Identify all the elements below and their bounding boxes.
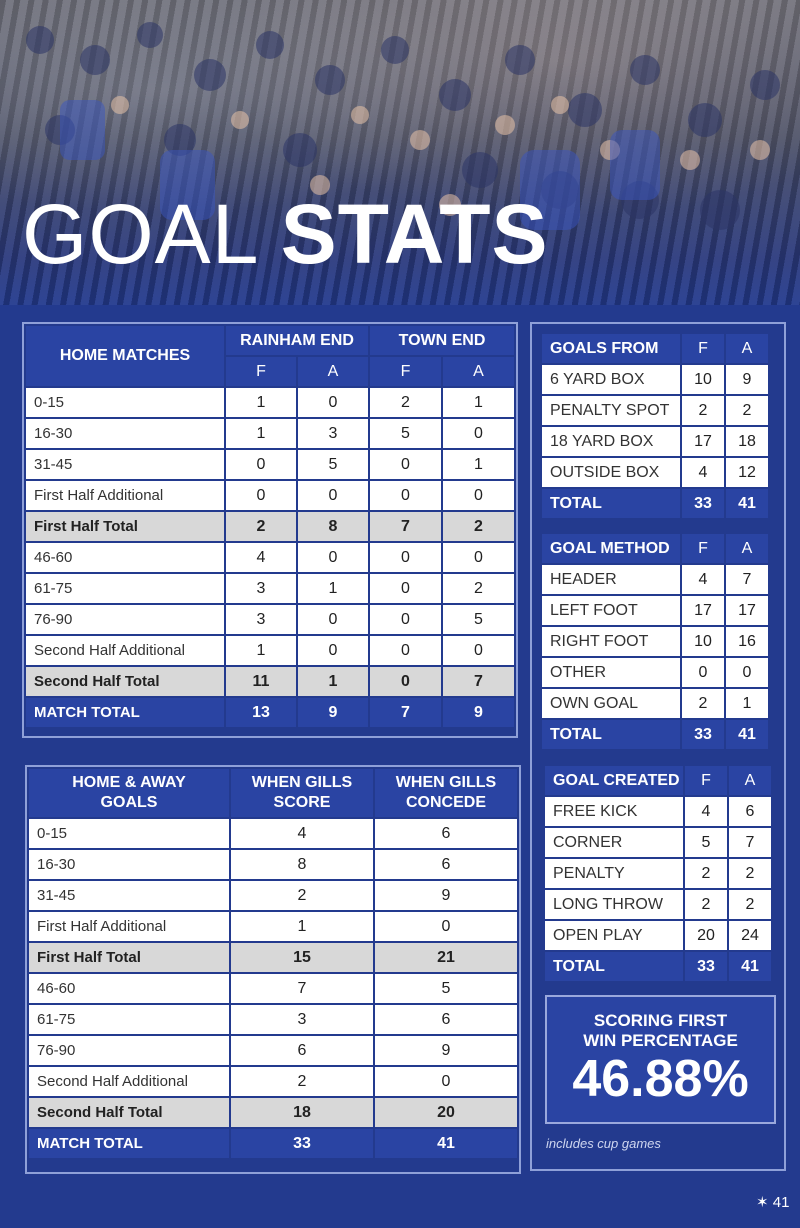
table-row — [28, 880, 518, 911]
goals-from-header: GOALS FROM — [541, 333, 681, 364]
row-value: 6 — [374, 1004, 518, 1035]
row-value: 0 — [369, 449, 442, 480]
table-row — [541, 364, 769, 395]
table-row — [28, 818, 518, 849]
row-label: 31-45 — [25, 449, 225, 480]
table-row — [25, 387, 515, 418]
goal-method-header-f: F — [681, 533, 725, 564]
row-value: 17 — [681, 595, 725, 626]
row-value: 2 — [684, 858, 728, 889]
row-value: 1 — [230, 911, 374, 942]
table-row — [28, 1004, 518, 1035]
row-label: Second Half Total — [28, 1097, 230, 1128]
row-value: 8 — [230, 849, 374, 880]
row-label: 0-15 — [25, 387, 225, 418]
row-value: 15 — [230, 942, 374, 973]
goal-created-header: GOAL CREATED — [544, 765, 684, 796]
goal-created-table — [543, 764, 773, 983]
row-label: FREE KICK — [544, 796, 684, 827]
table-row — [541, 657, 769, 688]
home-header-rainham: RAINHAM END — [225, 325, 369, 356]
table-row — [28, 942, 518, 973]
row-value: 0 — [225, 449, 297, 480]
row-value: 0 — [369, 480, 442, 511]
row-value: 0 — [297, 635, 369, 666]
row-value: 0 — [369, 604, 442, 635]
row-label: RIGHT FOOT — [541, 626, 681, 657]
scoring-first-line1: SCORING FIRST — [593, 1011, 728, 1030]
row-value: 41 — [725, 719, 769, 750]
row-label: TOTAL — [541, 488, 681, 519]
table-row — [28, 1097, 518, 1128]
table-row — [28, 849, 518, 880]
table-row — [28, 1128, 518, 1159]
row-value: 1 — [225, 418, 297, 449]
row-value: 41 — [725, 488, 769, 519]
row-label: OPEN PLAY — [544, 920, 684, 951]
row-value: 18 — [230, 1097, 374, 1128]
table-row — [541, 564, 769, 595]
row-label: Second Half Additional — [25, 635, 225, 666]
goal-method-header: GOAL METHOD — [541, 533, 681, 564]
row-value: 12 — [725, 457, 769, 488]
table-row — [541, 595, 769, 626]
goal-created-header-f: F — [684, 765, 728, 796]
row-value: 2 — [225, 511, 297, 542]
table-row — [541, 626, 769, 657]
goals-from-body — [541, 364, 769, 519]
table-row — [25, 418, 515, 449]
table-row — [28, 1066, 518, 1097]
row-value: 7 — [725, 564, 769, 595]
row-value: 9 — [725, 364, 769, 395]
row-value: 2 — [369, 387, 442, 418]
row-value: 33 — [230, 1128, 374, 1159]
row-value: 0 — [442, 480, 515, 511]
row-value: 20 — [374, 1097, 518, 1128]
row-label: First Half Additional — [25, 480, 225, 511]
row-label: MATCH TOTAL — [28, 1128, 230, 1159]
row-value: 5 — [442, 604, 515, 635]
row-value: 10 — [681, 626, 725, 657]
row-value: 9 — [374, 1035, 518, 1066]
row-label: Second Half Total — [25, 666, 225, 697]
homeaway-header-main-1: HOME & AWAY — [72, 774, 186, 791]
row-label: 61-75 — [28, 1004, 230, 1035]
row-label: 18 YARD BOX — [541, 426, 681, 457]
row-value: 9 — [297, 697, 369, 728]
row-label: OUTSIDE BOX — [541, 457, 681, 488]
table-row — [25, 449, 515, 480]
row-value: 4 — [684, 796, 728, 827]
row-value: 4 — [230, 818, 374, 849]
homeaway-header-score — [230, 768, 374, 818]
row-value: 0 — [442, 418, 515, 449]
row-label: OTHER — [541, 657, 681, 688]
row-value: 6 — [728, 796, 772, 827]
row-value: 17 — [681, 426, 725, 457]
row-value: 9 — [374, 880, 518, 911]
row-label: 76-90 — [25, 604, 225, 635]
hero-crowd-photo — [0, 0, 800, 305]
row-value: 0 — [369, 635, 442, 666]
row-label: PENALTY — [544, 858, 684, 889]
row-value: 4 — [681, 457, 725, 488]
table-row — [544, 858, 772, 889]
row-value: 7 — [230, 973, 374, 1004]
table-row — [25, 511, 515, 542]
goal-method-body — [541, 564, 769, 750]
home-away-table — [27, 767, 519, 1160]
row-value: 0 — [297, 480, 369, 511]
row-value: 2 — [681, 395, 725, 426]
table-row — [28, 1035, 518, 1066]
row-label: 16-30 — [28, 849, 230, 880]
row-label: PENALTY SPOT — [541, 395, 681, 426]
row-label: OWN GOAL — [541, 688, 681, 719]
homeaway-header-main-2: GOALS — [100, 794, 158, 811]
page-title — [22, 187, 549, 281]
row-value: 24 — [728, 920, 772, 951]
row-value: 6 — [374, 818, 518, 849]
row-value: 2 — [442, 511, 515, 542]
page-number-value: 41 — [772, 1194, 790, 1211]
scoring-first-box — [545, 995, 776, 1124]
table-row — [544, 951, 772, 982]
row-value: 5 — [374, 973, 518, 1004]
row-value: 0 — [297, 604, 369, 635]
club-crest-icon: ✶ — [756, 1194, 769, 1211]
row-value: 0 — [369, 573, 442, 604]
table-row — [25, 480, 515, 511]
row-value: 4 — [681, 564, 725, 595]
scoring-first-value: 46.88% — [572, 1050, 749, 1108]
table-row — [541, 426, 769, 457]
homeaway-header-concede-1: WHEN GILLS — [395, 774, 497, 791]
table-row — [544, 827, 772, 858]
home-header-a1: A — [297, 356, 369, 387]
scoring-first-line2: WIN PERCENTAGE — [583, 1031, 738, 1050]
row-value: 3 — [230, 1004, 374, 1035]
row-value: 1 — [725, 688, 769, 719]
table-row — [544, 889, 772, 920]
row-value: 7 — [442, 666, 515, 697]
table-row — [544, 796, 772, 827]
row-value: 3 — [297, 418, 369, 449]
row-value: 0 — [374, 911, 518, 942]
homeaway-header-concede-2: CONCEDE — [405, 794, 486, 811]
row-value: 0 — [297, 387, 369, 418]
table-row — [541, 688, 769, 719]
row-value: 0 — [681, 657, 725, 688]
row-label: 76-90 — [28, 1035, 230, 1066]
row-label: Second Half Additional — [28, 1066, 230, 1097]
homeaway-header-score-1: WHEN GILLS — [251, 774, 353, 791]
row-value: 2 — [230, 1066, 374, 1097]
row-label: 61-75 — [25, 573, 225, 604]
goals-from-table — [540, 332, 770, 520]
table-row — [25, 604, 515, 635]
row-value: 3 — [225, 604, 297, 635]
page-title-bold: STATS — [280, 187, 549, 281]
row-value: 7 — [369, 697, 442, 728]
goal-created-body — [544, 796, 772, 982]
row-value: 0 — [442, 635, 515, 666]
row-value: 0 — [725, 657, 769, 688]
table-row — [25, 573, 515, 604]
row-value: 5 — [684, 827, 728, 858]
row-value: 21 — [374, 942, 518, 973]
row-value: 1 — [297, 666, 369, 697]
row-label: TOTAL — [544, 951, 684, 982]
home-header-f1: F — [225, 356, 297, 387]
row-label: LONG THROW — [544, 889, 684, 920]
row-label: TOTAL — [541, 719, 681, 750]
row-label: First Half Total — [25, 511, 225, 542]
row-value: 33 — [684, 951, 728, 982]
row-value: 2 — [728, 858, 772, 889]
row-label: 46-60 — [28, 973, 230, 1004]
row-value: 16 — [725, 626, 769, 657]
row-label: 0-15 — [28, 818, 230, 849]
row-value: 1 — [442, 449, 515, 480]
row-label: 31-45 — [28, 880, 230, 911]
row-value: 10 — [681, 364, 725, 395]
row-value: 1 — [297, 573, 369, 604]
row-label: 16-30 — [25, 418, 225, 449]
row-value: 7 — [728, 827, 772, 858]
row-value: 2 — [725, 395, 769, 426]
row-value: 13 — [225, 697, 297, 728]
row-label: First Half Additional — [28, 911, 230, 942]
row-value: 41 — [374, 1128, 518, 1159]
row-value: 17 — [725, 595, 769, 626]
table-row — [25, 635, 515, 666]
row-value: 0 — [369, 666, 442, 697]
row-value: 20 — [684, 920, 728, 951]
home-header-a2: A — [442, 356, 515, 387]
home-header-town: TOWN END — [369, 325, 515, 356]
row-value: 1 — [442, 387, 515, 418]
table-row — [541, 719, 769, 750]
row-value: 7 — [369, 511, 442, 542]
row-value: 0 — [369, 542, 442, 573]
table-row — [28, 973, 518, 1004]
table-row — [544, 920, 772, 951]
page-number — [756, 1193, 789, 1211]
row-value: 18 — [725, 426, 769, 457]
row-value: 9 — [442, 697, 515, 728]
row-label: HEADER — [541, 564, 681, 595]
row-value: 5 — [297, 449, 369, 480]
scoring-first-label — [547, 1011, 774, 1051]
row-value: 0 — [297, 542, 369, 573]
home-matches-table — [24, 324, 516, 729]
row-value: 2 — [230, 880, 374, 911]
row-value: 2 — [681, 688, 725, 719]
row-value: 2 — [728, 889, 772, 920]
table-row — [28, 911, 518, 942]
row-value: 2 — [442, 573, 515, 604]
row-value: 41 — [728, 951, 772, 982]
homeaway-header-score-2: SCORE — [273, 794, 331, 811]
goals-from-header-f: F — [681, 333, 725, 364]
row-label: CORNER — [544, 827, 684, 858]
row-value: 1 — [225, 635, 297, 666]
row-value: 2 — [684, 889, 728, 920]
table-row — [541, 395, 769, 426]
row-value: 6 — [230, 1035, 374, 1066]
row-value: 0 — [442, 542, 515, 573]
home-away-body — [28, 818, 518, 1159]
row-label: First Half Total — [28, 942, 230, 973]
goal-method-header-a: A — [725, 533, 769, 564]
row-label: 46-60 — [25, 542, 225, 573]
row-value: 11 — [225, 666, 297, 697]
row-value: 8 — [297, 511, 369, 542]
home-header-main: HOME MATCHES — [25, 325, 225, 387]
row-value: 0 — [225, 480, 297, 511]
homeaway-header-concede — [374, 768, 518, 818]
homeaway-header-main — [28, 768, 230, 818]
row-value: 5 — [369, 418, 442, 449]
home-matches-body — [25, 387, 515, 728]
row-value: 6 — [374, 849, 518, 880]
cup-games-note: includes cup games — [546, 1136, 661, 1151]
row-label: 6 YARD BOX — [541, 364, 681, 395]
row-value: 0 — [374, 1066, 518, 1097]
row-value: 3 — [225, 573, 297, 604]
goal-created-header-a: A — [728, 765, 772, 796]
home-header-f2: F — [369, 356, 442, 387]
row-value: 4 — [225, 542, 297, 573]
table-row — [25, 666, 515, 697]
row-value: 33 — [681, 488, 725, 519]
goal-method-table — [540, 532, 770, 751]
table-row — [541, 457, 769, 488]
row-label: MATCH TOTAL — [25, 697, 225, 728]
page-title-light: GOAL — [22, 187, 257, 281]
table-row — [25, 542, 515, 573]
goals-from-header-a: A — [725, 333, 769, 364]
table-row — [541, 488, 769, 519]
row-value: 33 — [681, 719, 725, 750]
table-row — [25, 697, 515, 728]
row-label: LEFT FOOT — [541, 595, 681, 626]
row-value: 1 — [225, 387, 297, 418]
